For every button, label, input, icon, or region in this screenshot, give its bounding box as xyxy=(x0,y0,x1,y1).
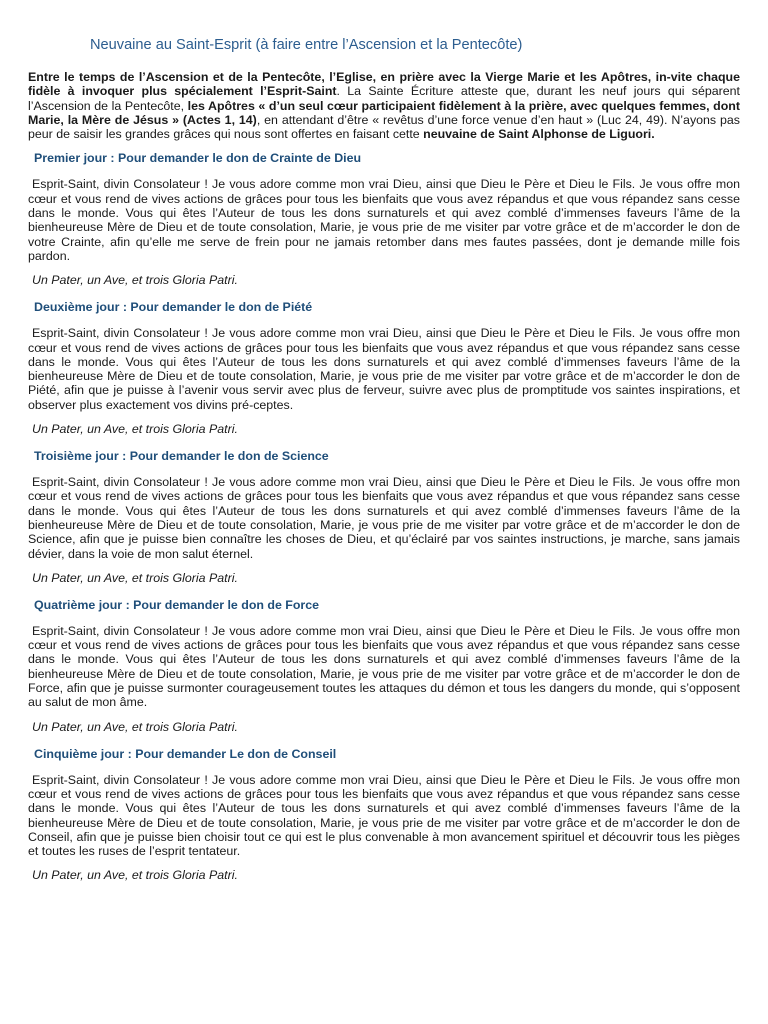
day-3-heading: Troisième jour : Pour demander le don de Science xyxy=(34,449,329,464)
day-3-prayer: Esprit-Saint, divin Consolateur ! Je vous adore comme mon vrai Dieu, ainsi que Dieu le Père et Dieu le Fils. Je vous offre mon cœur et vous rend de vives actions de grâces pour tous les bienfaits que vous avez répandus et que vous répandez sans cesse dans le monde. Vous qui êtes l’Auteur de tous les dons surnaturels et qui avez comblé d’immenses faveurs l’âme de la bienheureuse Mère de Dieu et de toute consolation, Marie, je vous prie de me visiter par votre grâce et de m’accorder le don de Science, afin que je puisse bien connaître les choses de Dieu, et qu’éclairé par vos saintes instructions, je marche, sans jamais dévier, dans la voie de mon salut éternel. xyxy=(28,475,740,561)
day-2-closing: Un Pater, un Ave, et trois Gloria Patri. xyxy=(32,422,238,437)
day-1-heading: Premier jour : Pour demander le don de Crainte de Dieu xyxy=(34,151,362,166)
day-1-prayer: Esprit-Saint, divin Consolateur ! Je vous adore comme mon vrai Dieu, ainsi que Dieu le Père et Dieu le Fils. Je vous offre mon cœur et vous rend de vives actions de grâces pour tous les bienfaits que vous avez répandus et que vous répandez sans cesse dans le monde. Vous qui êtes l’Auteur de tous les dons surnaturels et qui avez comblé d’immenses faveurs l’âme de la bienheureuse Mère de Dieu et de toute consolation, Marie, je vous prie de me visiter par votre grâce et de m’accorder le don de votre Crainte, afin qu’elle me serve de frein pour ne jamais retomber dans mes fautes passées, dont je demande mille fois pardon. xyxy=(28,177,740,263)
intro-bold-1: Entre le temps de l’Ascension et de la Pentecôte, l’Eglise, en prière avec la Vierge Marie et les Apôtres, in-vite chaque fidèle à invoquer plus spécialement l’Esprit-Saint xyxy=(28,70,740,99)
day-1-closing: Un Pater, un Ave, et trois Gloria Patri. xyxy=(32,273,238,288)
day-4-heading: Quatrième jour : Pour demander le don de Force xyxy=(34,597,320,612)
day-5-closing: Un Pater, un Ave, et trois Gloria Patri. xyxy=(32,868,238,883)
day-5-heading: Cinquième jour : Pour demander Le don de Conseil xyxy=(34,746,337,761)
intro-bold-2: les Apôtres « d’un seul cœur participaient fidèlement à la prière, avec quelques femmes, dont Marie, la Mère de Jésus » (Actes 1, 14) xyxy=(28,98,740,127)
day-4-closing: Un Pater, un Ave, et trois Gloria Patri. xyxy=(32,719,238,734)
day-4-prayer: Esprit-Saint, divin Consolateur ! Je vous adore comme mon vrai Dieu, ainsi que Dieu le Père et Dieu le Fils. Je vous offre mon cœur et vous rend de vives actions de grâces pour tous les bienfaits que vous avez répandus et que vous répandez sans cesse dans le monde. Vous qui êtes l’Auteur de tous les dons surnaturels et qui avez comblé d’immenses faveurs l’âme de la bienheureuse Mère de Dieu et de toute consolation, Marie, je vous prie de me visiter par votre grâce et de m’accorder le don de Force, afin que je puisse surmonter courageusement toutes les attaques du démon et tous les dangers du monde, qui s’opposent au salut de mon âme. xyxy=(28,623,740,710)
intro-bold-3: neuvaine de Saint Alphonse de Liguori. xyxy=(423,127,655,142)
intro-text-2: , en attendant d’être « revêtus d’une force venue d’en haut » (Luc 24, 49). N’ayons pas peur de saisir les grandes grâces qui nous sont offertes en faisant cette xyxy=(28,112,740,142)
day-2-prayer: Esprit-Saint, divin Consolateur ! Je vous adore comme mon vrai Dieu, ainsi que Dieu le Père et Dieu le Fils. Je vous offre mon cœur et vous rend de vives actions de grâces pour tous les bienfaits que vous avez répandus et que vous répandez sans cesse dans le monde. Vous qui êtes l’Auteur de tous les dons surnaturels et qui avez comblé d’immenses faveurs l’âme de la bienheureuse Mère de Dieu et de toute consolation, Marie, je vous prie de me visiter par votre grâce et de m’accorder le don de Piété, afin que je puisse à l’avenir vous servir avec plus de ferveur, suivre avec plus de promptitude vos saintes inspirations, et observer plus exactement vos divins pré-ceptes. xyxy=(28,326,740,412)
day-3-section xyxy=(28,449,740,586)
document-title: Neuvaine au Saint-Esprit (à faire entre l’Ascension et la Pentecôte) xyxy=(90,37,523,53)
day-3-closing: Un Pater, un Ave, et trois Gloria Patri. xyxy=(32,570,238,585)
day-1-section xyxy=(28,151,740,288)
day-2-section xyxy=(28,300,740,437)
day-5-section xyxy=(28,747,740,884)
intro-text-1: . La Sainte Écriture atteste que, durant les neuf jours qui séparent l’Ascension de la Pentecôte, xyxy=(28,84,740,113)
day-4-section xyxy=(28,598,740,735)
day-2-heading: Deuxième jour : Pour demander le don de Piété xyxy=(34,300,313,315)
day-5-prayer: Esprit-Saint, divin Consolateur ! Je vous adore comme mon vrai Dieu, ainsi que Dieu le Père et Dieu le Fils. Je vous offre mon cœur et vous rend de vives actions de grâces pour tous les bienfaits que vous avez répandus et que vous répandez sans cesse dans le monde. Vous qui êtes l’Auteur de tous les dons surnaturels et qui avez comblé d’immenses faveurs l’âme de la bienheureuse Mère de Dieu et de toute consolation, Marie, je vous prie de me visiter par votre grâce et de m’accorder le don de Conseil, afin que je puisse bien choisir tout ce qui est le plus convenable à mon avancement spirituel et découvrir tous les pièges et toutes les ruses de l’esprit tentateur. xyxy=(28,772,740,859)
intro-paragraph xyxy=(28,70,740,141)
